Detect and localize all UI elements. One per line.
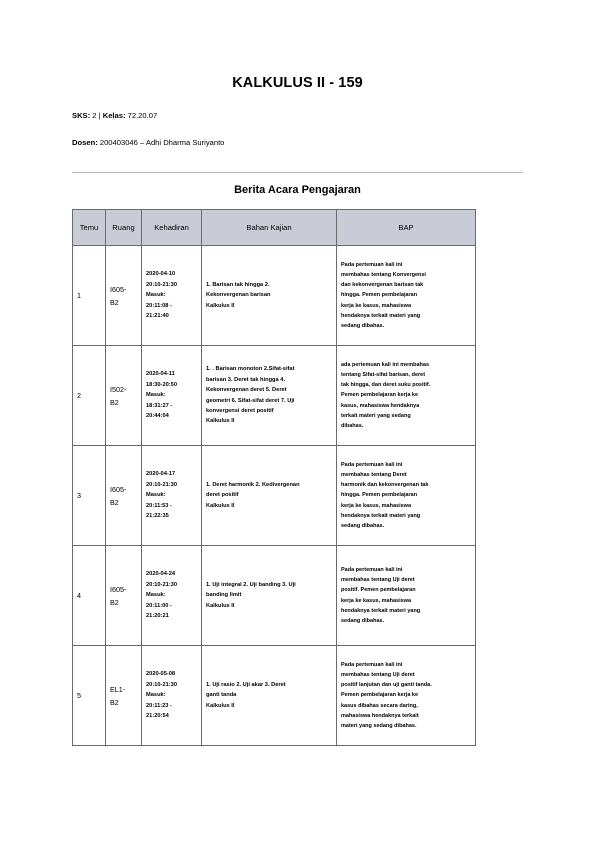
column-header-bap: BAP	[337, 210, 476, 246]
kehadiran-cell: 2020-04-24 20:10-21:30 Masuk: 20:11:00 - 21:20:21	[142, 546, 202, 646]
dosen-value: 200403046 – Adhi Dharma Suriyanto	[99, 138, 225, 147]
table-row	[73, 646, 476, 746]
bap-cell: Pada pertemuan kali ini membahas tentang Uji deret positif. Pemen pembelajaran kerja ke kasus, mahasiswa hendaknya terkait materi yang sedang dibahas.	[337, 546, 476, 646]
bap-cell: Pada pertemuan kali ini membahas tentang Deret harmonik dan kekonvergenan tak hingga. Pemen pembelajaran kerja ke kasus, mahasiswa hendaknya terkait materi yang sedang dibahas.	[337, 446, 476, 546]
bahan-kajian-cell: 1. Deret harmonik 2. Kedivergenan deret positif Kalkulus II	[202, 446, 337, 546]
ruang-cell: I605- B2	[106, 446, 142, 546]
bap-cell: Pada pertemuan kali ini membahas tentang Uji deret positif lanjutan dan uji ganti tanda. Pemen pembelajaran kerja ke kasus dibahas secara daring, mahasiswa hendaknya terkait materi yang sedang dibahas.	[337, 646, 476, 746]
temu-cell: 2	[73, 346, 106, 446]
temu-cell: 4	[73, 546, 106, 646]
kehadiran-cell: 2020-04-17 20:10-21:30 Masuk: 20:11:53 - 21:22:35	[142, 446, 202, 546]
table-row	[73, 546, 476, 646]
kehadiran-cell: 2020-04-10 20:10-21:30 Masuk: 20:11:08 - 21:21:40	[142, 246, 202, 346]
lecturer-line	[72, 138, 224, 147]
temu-cell: 3	[73, 446, 106, 546]
kelas-label: Kelas	[102, 111, 123, 120]
table-row	[73, 346, 476, 446]
sks-label: SKS	[72, 111, 88, 120]
kelas-colon: :	[122, 111, 128, 120]
bahan-kajian-cell: 1. Barisan tak hingga 2. Kekonvergenan barisan Kalkulus II	[202, 246, 337, 346]
column-header-temu: Temu	[73, 210, 106, 246]
bahan-kajian-cell: 1. . Barisan monoton 2.Sifat-sifat barisan 3. Deret tak hingga 4. Kekonvergenan deret 5. Deret geometri 6. Sifat-sifat deret 7. Uji konvergensi deret positif Kalkulus II	[202, 346, 337, 446]
bap-cell: ada pertemuan kali ini membahas tentang Sifat-sifat barisan, deret tak hingga, dan deret suku positif. Pemen pembelajaran kerja ke kasus, mahasiswa hendaknya terkait materi yang sedang dibahas.	[337, 346, 476, 446]
ruang-cell: I605- B2	[106, 246, 142, 346]
kelas-value: 72.20.07	[127, 111, 158, 120]
dosen-label: Dosen	[72, 138, 96, 147]
bap-cell: Pada pertemuan kali ini membahas tentang Konvergensi dan kekonvergenan barisan tak hingga. Pemen pembelajaran kerja ke kasus, mahasiswa hendaknya terkait materi yang sedang dibahas.	[337, 246, 476, 346]
temu-cell: 5	[73, 646, 106, 746]
section-title: Berita Acara Pengajaran	[234, 184, 361, 196]
bahan-kajian-cell: 1. Uji integral 2. Uji banding 3. Uji banding limit Kalkulus II	[202, 546, 337, 646]
header-divider	[72, 172, 523, 173]
dosen-colon: :	[95, 138, 100, 147]
ruang-cell: I502- B2	[106, 346, 142, 446]
ruang-cell: I605- B2	[106, 546, 142, 646]
course-info-line	[72, 111, 157, 120]
page-title: KALKULUS II - 159	[232, 75, 363, 91]
table-header-row	[73, 210, 476, 246]
temu-cell: 1	[73, 246, 106, 346]
column-header-kehadiran: Kehadiran	[142, 210, 202, 246]
table-row	[73, 446, 476, 546]
meta-separator: |	[98, 111, 103, 120]
sks-value: 2	[92, 111, 97, 120]
table-row	[73, 246, 476, 346]
sks-colon: :	[87, 111, 93, 120]
teaching-report-table	[72, 209, 476, 746]
column-header-bahan-kajian: Bahan Kajian	[202, 210, 337, 246]
column-header-ruang: Ruang	[106, 210, 142, 246]
kehadiran-cell: 2020-05-08 20:10-21:30 Masuk: 20:11:23 - 21:20:54	[142, 646, 202, 746]
bahan-kajian-cell: 1. Uji rasio 2. Uji akar 3. Deret ganti tanda Kalkulus II	[202, 646, 337, 746]
kehadiran-cell: 2020-04-11 18:30-20:50 Masuk: 18:31:27 - 20:44:04	[142, 346, 202, 446]
ruang-cell: EL1- B2	[106, 646, 142, 746]
